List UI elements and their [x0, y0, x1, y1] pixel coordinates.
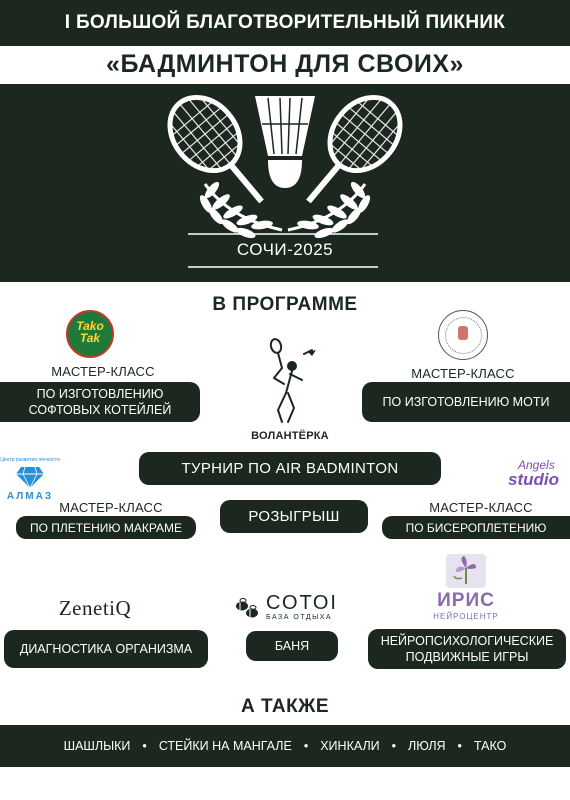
diagnostics-pill: ДИАГНОСТИКА ОРГАНИЗМА — [4, 630, 208, 668]
beads-masterclass-pill: ПО БИСЕРОПЛЕТЕНИЮ — [382, 516, 570, 539]
iris-logo-text: ИРИС — [437, 590, 495, 611]
header-title-line2: «БАДМИНТОН ДЛЯ СВОИХ» — [106, 50, 464, 78]
badminton-player-icon — [260, 338, 320, 428]
makrame-masterclass-title: МАСТЕР-КЛАСС — [59, 500, 163, 515]
tako-pill-line2: СОФТОВЫХ КОТЕЙЛЕЙ — [28, 403, 172, 417]
city-year-label: СОЧИ-2025 — [236, 240, 334, 259]
bullet-icon: • — [303, 739, 309, 753]
program-heading: В ПРОГРАММЕ — [212, 294, 358, 315]
games-pill-line2: ПОДВИЖНЫЕ ИГРЫ — [405, 650, 529, 664]
moti-masterclass-pill: ПО ИЗГОТОВЛЕНИЮ МОТИ — [362, 382, 570, 422]
tako-tak-logo — [66, 310, 114, 358]
tako-pill-line1: ПО ИЗГОТОВЛЕНИЮ — [36, 387, 164, 401]
iris-flower-icon — [446, 554, 486, 588]
almaz-logo-text: АЛМАЗ — [6, 491, 54, 502]
sauna-pill: БАНЯ — [246, 631, 338, 661]
angels-studio-logo — [500, 456, 564, 500]
makrame-masterclass-pill: ПО ПЛЕТЕНИЮ МАКРАМЕ — [16, 516, 196, 539]
sotoi-logo — [234, 592, 344, 626]
sotoi-logo-sub: БАЗА ОТДЫХА — [266, 614, 333, 621]
bullet-icon: • — [391, 739, 397, 753]
bees-icon — [234, 598, 260, 620]
bullet-icon: • — [142, 739, 147, 753]
games-pill — [368, 629, 566, 669]
also-bar — [0, 725, 570, 767]
also-item: СТЕЙКИ НА МАНГАЛЕ — [158, 739, 292, 753]
almaz-logo-arc: Центр развития личности — [0, 457, 60, 463]
hero-banner — [0, 84, 570, 282]
bullet-icon: • — [457, 739, 462, 753]
raffle-pill: РОЗЫГРЫШ — [220, 500, 368, 533]
moti-logo — [438, 310, 488, 360]
header-title-line1: I БОЛЬШОЙ БЛАГОТВОРИТЕЛЬНЫЙ ПИКНИК — [64, 12, 506, 33]
moti-masterclass-title: МАСТЕР-КЛАСС — [411, 366, 515, 381]
tako-tak-logo-text1: Tako — [76, 319, 104, 333]
angels-logo-line1: Angels — [518, 458, 555, 472]
tako-masterclass-title: МАСТЕР-КЛАСС — [51, 364, 155, 379]
zenetiq-logo: ZenetiQ — [58, 596, 132, 620]
games-pill-line1: НЕЙРОПСИХОЛОГИЧЕСКИЕ — [380, 634, 554, 648]
iris-logo-sub: НЕЙРОЦЕНТР — [433, 612, 499, 621]
volunteer-label: ВОЛАНТЁРКА — [251, 430, 329, 442]
tournament-pill: ТУРНИР ПО AIR BADMINTON — [139, 452, 441, 485]
tako-tak-logo-text2: Tak — [79, 331, 101, 345]
angels-logo-line2: studio — [508, 470, 559, 489]
sotoi-logo-text: СОТОІ — [266, 592, 338, 614]
also-item: ЛЮЛЯ — [408, 739, 446, 753]
beads-masterclass-title: МАСТЕР-КЛАСС — [429, 500, 533, 515]
also-heading: А ТАКЖЕ — [240, 696, 330, 717]
tako-masterclass-pill — [0, 382, 200, 422]
iris-logo — [430, 554, 502, 626]
also-item: ТАКО — [473, 739, 507, 753]
also-item: ШАШЛЫКИ — [63, 739, 131, 753]
diamond-icon — [15, 465, 45, 489]
also-item: ХИНКАЛИ — [320, 739, 380, 753]
